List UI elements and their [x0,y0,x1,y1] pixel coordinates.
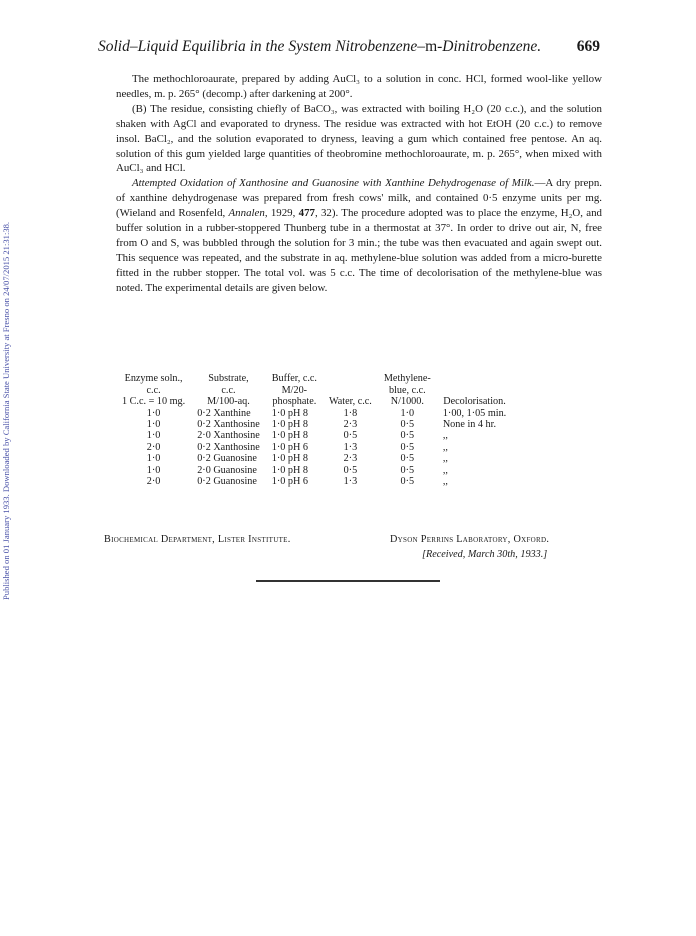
table-cell: 0·5 [400,418,415,430]
table-cell: 0·5 [400,453,415,465]
affiliation-dyson-perrins: Dyson Perrins Laboratory, Oxford. [390,534,550,545]
table-cell: 1·0 pH 6 [271,475,308,487]
table-cell: 1·0 [146,464,161,476]
column-header-buffer: Buffer, c.c. M/20- phosphate. [271,373,317,407]
table-cell: 0·2 Guanosine [197,453,257,465]
table-cell: 2·3 [343,418,358,430]
table-cell: 1·0 pH 6 [271,441,308,453]
running-title-part-2: m [425,38,438,55]
table-cell: 2·0 [146,475,161,487]
table-row [116,465,512,476]
paragraph-oxidation [116,176,602,295]
affiliation-lister: Biochemical Department, Lister Institute. [104,534,291,545]
table-row [116,430,512,441]
page-number: 669 [576,38,600,55]
journal-name: Annalen [228,207,265,220]
table-cell: 1·8 [343,407,358,419]
article-body [116,72,602,296]
paragraph-oxidation-text-a: —A dry prepn. of xanthine dehydrogenase was prepared from fresh cows' milk, and contained 0·5 enzyme units per mg. (Wieland and Rosenfeld, [116,177,602,220]
download-watermark-text: Published on 01 January 1933. Downloaded by California State University at Fresno on 24/07/2015 21:31:38. [1,221,11,600]
table-cell: 0·2 Xanthine [197,407,251,419]
table-row [116,476,512,487]
end-rule [256,580,440,582]
column-header-enzyme: Enzyme soln., c.c. 1 C.c. = 10 mg. [122,373,186,407]
paragraph-oxidation-text-b: , 1929, [264,207,299,220]
table-cell: 0·5 [343,464,358,476]
running-title-part-1: Solid–Liquid Equilibria in the System Nitrobenzene– [98,38,426,55]
table-cell: 0·5 [400,430,415,442]
column-header-water: Water, c.c. [328,396,372,407]
table-cell: 1·0 [400,407,415,419]
table-cell: 0·5 [400,441,415,453]
table-cell: 1·00, 1·05 min. [442,407,507,419]
table-cell: 0·5 [400,475,415,487]
table-cell: ,, [442,475,448,487]
table-cell: 1·3 [343,475,358,487]
table-cell: 2·0 Guanosine [197,464,257,476]
table-cell: 0·5 [343,430,358,442]
table-cell: 2·3 [343,453,358,465]
received-date: [Received, March 30th, 1933.] [422,549,548,560]
column-header-decolorisation: Decolorisation. [443,396,506,407]
experimental-table [116,373,512,487]
table-row [116,453,512,464]
page-header [98,38,600,60]
table-cell: ,, [442,430,448,442]
table-cell: 2·0 [146,441,161,453]
table-cell: 1·0 pH 8 [271,430,308,442]
table-cell: 0·2 Guanosine [197,475,257,487]
table-row [116,419,512,430]
table-cell: 1·0 [146,430,161,442]
table-cell: 1·0 pH 8 [271,418,308,430]
table-cell: 1·3 [343,441,358,453]
running-title [98,38,541,56]
download-watermark [0,0,18,936]
table-cell: 0·5 [400,464,415,476]
table-cell: ,, [442,464,448,476]
table-row [116,442,512,453]
paragraph-methochloroaurate: The methochloroaurate, prepared by adding AuCl₃ to a solution in conc. HCl, formed wool-like yellow needles, m. p. 265° (decomp.) after darkening at 200°. [116,73,602,100]
journal-volume: 477 [298,207,315,220]
paragraph-oxidation-text-c: , 32). The procedure adopted was to place the enzyme, H₂O, and buffer solution in a rubber-stoppered Thunberg tube in a thermostat at 37°. In order to drive out air, N, free from O and S, was bubbled through the solution for 3 min.; the tube was then evacuated and again swept out. This sequence was repeated, and the substrate in aq. methylene-blue solution was added from a micro-burette fitted in the rubber stopper. The total vol. was 5 c.c. The time of decolorisation of the methylene-blue was noted. The experimental details are given below. [116,207,603,294]
table-cell: 1·0 [146,418,161,430]
table-cell: 2·0 Xanthosine [197,430,260,442]
column-header-substrate: Substrate, c.c. M/100-aq. [207,373,250,407]
running-title-part-3: -Dinitrobenzene. [437,38,542,55]
table-cell: 1·0 [146,407,161,419]
table-cell: 1·0 pH 8 [271,453,308,465]
table-cell: None in 4 hr. [442,418,497,430]
table-cell: 0·2 Xanthosine [197,441,260,453]
table-cell: ,, [442,453,448,465]
table-cell: 1·0 [146,453,161,465]
table-row [116,408,512,419]
column-header-methylene-blue: Methylene- blue, c.c. N/1000. [383,373,431,407]
table-header-row [116,373,512,408]
table-cell: ,, [442,441,448,453]
section-heading: Attempted Oxidation of Xanthosine and Guanosine with Xanthine Dehydrogenase of Milk. [132,177,535,190]
table-cell: 1·0 pH 8 [271,464,308,476]
paragraph-residue-b: (B) The residue, consisting chiefly of BaCO₃, was extracted with boiling H₂O (20 c.c.), and the solution shaken with AgCl and evaporated to dryness. The residue was extracted with hot EtOH (20 c.c.) to remove insol. BaCl₂, and the solution evaporated to dryness, leaving a gum which contained free pentose. An aq. solution of this gum yielded large quantities of theobromine methochloroaurate, m. p. 265°, when mixed with AuCl₃ and HCl. [116,102,602,175]
table-cell: 0·2 Xanthosine [197,418,260,430]
table-cell: 1·0 pH 8 [271,407,308,419]
